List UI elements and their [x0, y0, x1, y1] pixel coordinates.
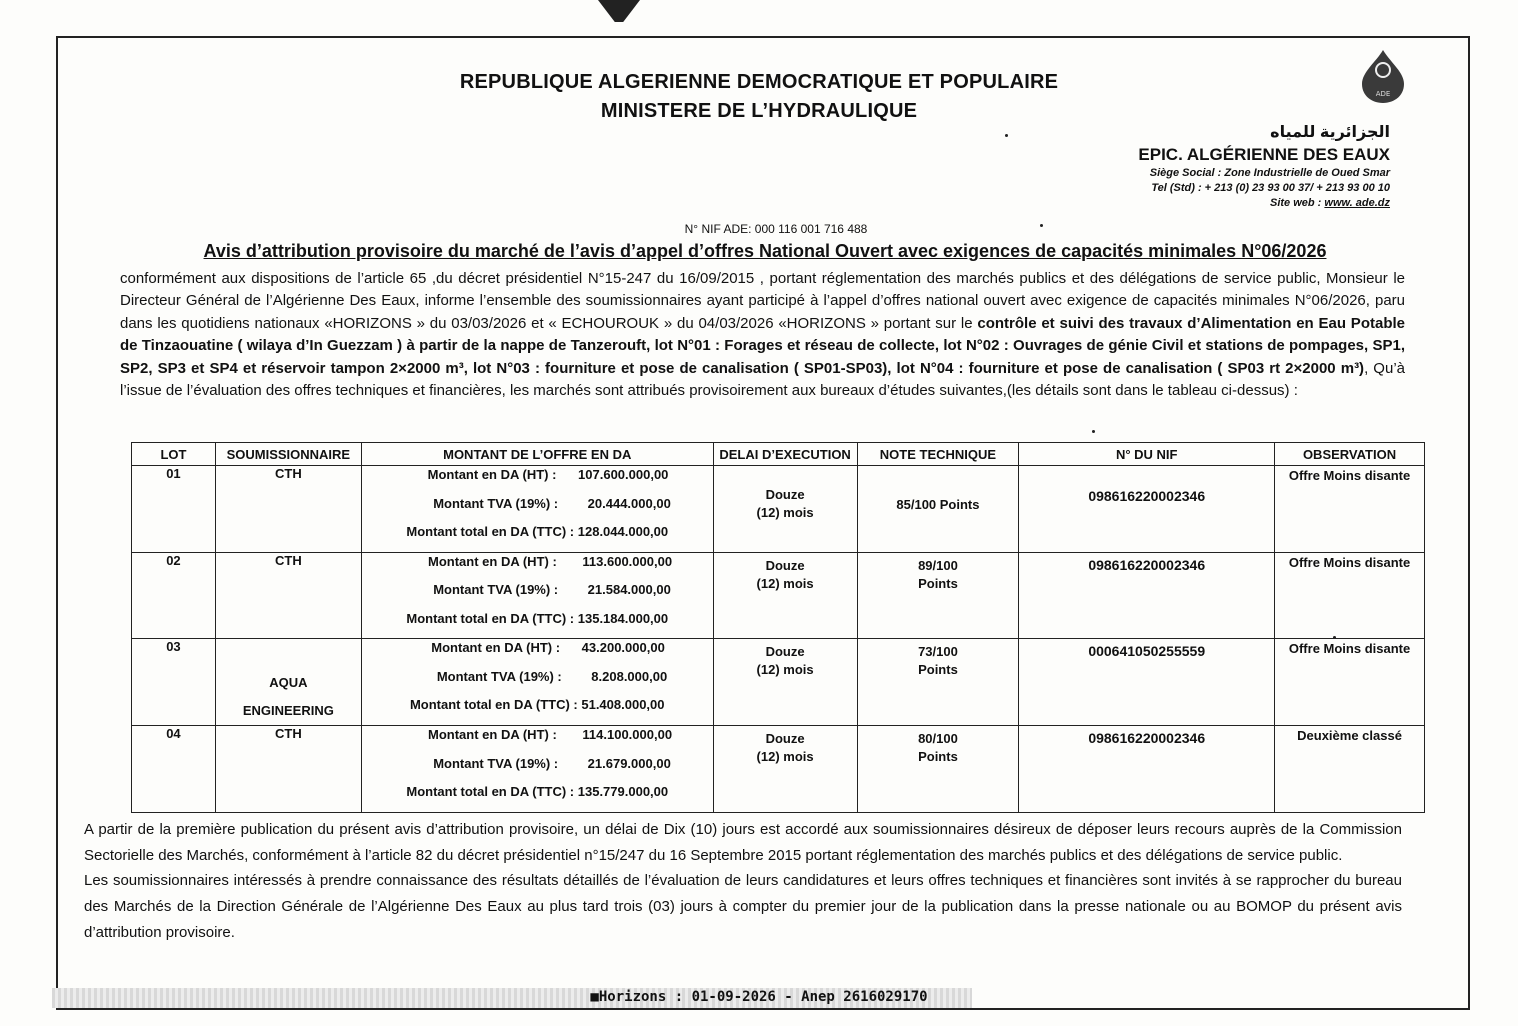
consultation-paragraph: Les soumissionnaires intéressés à prendre connaissance des résultats détaillés de l’évaluation de leurs candidatures et leurs offres techniques et financières sont invités à se rapprocher du bureau des Marchés de la Direction Générale de l’Algérienne Des Eaux au plus tard trois (03) jours à compter du premier jour de la publication dans la presse nationale ou au BOMOP du présent avis d’attribution provisoire.: [84, 872, 1402, 941]
ade-info: [1138, 122, 1390, 211]
score-line2: Points: [918, 749, 958, 764]
attribution-table: [131, 442, 1425, 813]
table-row: [132, 466, 1425, 553]
amount-ht: 113.600.000,00: [582, 553, 673, 569]
delay-line1: Douze: [765, 487, 805, 502]
nif-number: 098616220002346: [1019, 466, 1275, 553]
amount-ht: 107.600.000,00: [578, 467, 669, 482]
delay: [713, 726, 857, 813]
amounts: [361, 552, 713, 639]
scan-speck: [1040, 224, 1043, 227]
col-montant: MONTANT DE L’OFFRE EN DA: [361, 443, 713, 466]
observation: Offre Moins disante: [1275, 466, 1425, 553]
col-note: NOTE TECHNIQUE: [857, 443, 1019, 466]
tech-score: [857, 466, 1019, 553]
label-ht: Montant en DA (HT) :: [427, 467, 557, 482]
bidder: [215, 639, 361, 726]
recourse-paragraph: A partir de la première publication du présent avis d’attribution provisoire, un délai de Dix (10) jours est accordé aux soumissionnaires désireux de déposer leurs recours auprès de la Commission Sectorielle des Marchés, conformément à l’article 82 du décret présidentiel n°15/247 du 16 Septembre 2015 portant réglementation des marchés publics et des délégations de service public.: [84, 821, 1402, 864]
ade-siege: Siège Social : Zone Industrielle de Oued Smar: [1149, 167, 1390, 179]
scan-speck: [1005, 134, 1008, 137]
svg-text:ADE: ADE: [1375, 90, 1391, 98]
score-line1: 80/100: [918, 731, 958, 746]
amounts: [361, 466, 713, 553]
ade-nif: N° NIF ADE: 000 116 001 716 488: [684, 222, 868, 236]
lot-number: 03: [132, 639, 216, 726]
delay-line2: (12) mois: [756, 662, 814, 677]
nif-number: 098616220002346: [1019, 552, 1275, 639]
table-row: [132, 639, 1425, 726]
amount-ttc: 135.184.000,00: [577, 610, 669, 626]
col-observation: OBSERVATION: [1275, 443, 1425, 466]
amount-tva: 8.208.000,00: [591, 668, 668, 684]
site-url: www. ade.dz: [1324, 197, 1390, 209]
amount-tva: 21.679.000,00: [587, 755, 671, 771]
publication-ref: ■Horizons : 01-09-2026 - Anep 2616029170: [590, 989, 928, 1005]
bidder-name: CTH: [274, 552, 302, 568]
bidder: [215, 466, 361, 553]
nif-number: 098616220002346: [1019, 726, 1275, 813]
score-line2: Points: [918, 662, 958, 677]
ministry-title: MINISTERE DE L’HYDRAULIQUE: [600, 100, 918, 122]
amount-ht: 114.100.000,00: [582, 727, 673, 742]
table-row: [132, 552, 1425, 639]
col-soumissionnaire: SOUMISSIONNAIRE: [215, 443, 361, 466]
amount-ttc: 135.779.000,00: [577, 784, 669, 799]
lot-number: 02: [132, 552, 216, 639]
ade-name: EPIC. ALGÉRIENNE DES EAUX: [1138, 145, 1390, 164]
tech-score: [857, 726, 1019, 813]
label-ttc: Montant total en DA (TTC) :: [406, 784, 575, 799]
tech-score: [857, 639, 1019, 726]
table-row: [132, 726, 1425, 813]
lot-number: 01: [132, 466, 216, 553]
col-nif: N° DU NIF: [1019, 443, 1275, 466]
bidder-name: CTH: [274, 466, 302, 481]
observation: Offre Moins disante: [1275, 552, 1425, 639]
label-ht: Montant en DA (HT) :: [428, 727, 557, 742]
label-ttc: Montant total en DA (TTC) :: [409, 697, 578, 712]
bidder: [215, 552, 361, 639]
col-delai: DELAI D’EXECUTION: [713, 443, 857, 466]
delay: [713, 466, 857, 553]
intro-subject: contrôle et suivi des travaux d’Alimentation en Eau Potable de Tinzaouatine ( wilaya d’In Guezzam ) à partir de la nappe de Tanzerouft, lot N°01 : Forages et réseau de collecte, lot N°02 : Ouvrages de génie Civil et stations de pompages, SP1, SP2, SP3 et SP4 et réservoir tampon 2×2000 m³, lot N°03 : fourniture et pose de canalisation ( SP01-SP03), lot N°04 : fourniture et pose de canalisation ( SP03 rt 2×2000 m³): [120, 314, 1405, 377]
delay-line2: (12) mois: [756, 575, 814, 591]
amount-tva: 21.584.000,00: [587, 582, 671, 597]
header: [0, 68, 1518, 126]
label-ht: Montant en DA (HT) :: [431, 640, 561, 655]
scan-artifact: [598, 0, 640, 22]
observation: Offre Moins disante: [1275, 639, 1425, 726]
label-tva: Montant TVA (19%) :: [433, 495, 559, 511]
ade-arabic-name: الجزائرية للمياه: [1270, 124, 1390, 141]
bidder: [215, 726, 361, 813]
label-tva: Montant TVA (19%) :: [436, 668, 562, 684]
table-header-row: [132, 443, 1425, 466]
bidder-name-line2: ENGINEERING: [242, 703, 334, 718]
republic-title: REPUBLIQUE ALGERIENNE DEMOCRATIQUE ET POPULAIRE: [459, 71, 1059, 93]
score-line1: 89/100: [918, 557, 958, 573]
score-line2: Points: [918, 575, 958, 591]
amount-ttc: 128.044.000,00: [577, 524, 669, 539]
delay-line1: Douze: [765, 644, 805, 659]
delay-line1: Douze: [765, 731, 805, 746]
col-lot: LOT: [132, 443, 216, 466]
intro-part1: conformément aux dispositions de l’article 65 ,du décret présidentiel N°15-247 du 16/09/2015 , portant réglementation des marchés publics et des délégations de service public, Monsieur le Directeur Général de l’Algérienne Des Eaux, informe l’ensemble des soumissionnaires ayant participé à l’appel d’offres national ouvert avec exigence de capacités minimales N°06/2026, paru dans les quotidiens nationaux «HORIZONS » du 03/03/2026 et « ECHOUROUK » du 04/03/2026 «HORIZONS » portant sur le: [120, 270, 1405, 332]
amount-ttc: 51.408.000,00: [581, 697, 665, 712]
intro-part3: , Qu’à l’issue de l’évaluation des offres techniques et financières, les marchés sont attribués provisoirement aux bureaux d’études suivantes,(les détails sont dans le tableau ci-dessus) :: [120, 359, 1405, 400]
label-tva: Montant TVA (19%) :: [433, 755, 559, 771]
ade-tel: Tel (Std) : + 213 (0) 23 93 00 37/ + 213 93 00 10: [1151, 182, 1390, 194]
amounts: [361, 726, 713, 813]
amounts: [361, 639, 713, 726]
label-ttc: Montant total en DA (TTC) :: [406, 610, 575, 626]
bidder-name: CTH: [274, 726, 302, 741]
ade-website: [1138, 196, 1390, 211]
delay: [713, 639, 857, 726]
intro-paragraph: [120, 268, 1405, 402]
scan-speck: [1092, 430, 1095, 433]
delay-line2: (12) mois: [756, 749, 814, 764]
label-ttc: Montant total en DA (TTC) :: [406, 524, 575, 539]
label-tva: Montant TVA (19%) :: [433, 582, 559, 597]
delay: [713, 552, 857, 639]
bidder-name: AQUA: [269, 675, 308, 690]
observation: Deuxième classé: [1275, 726, 1425, 813]
scan-speck: [1333, 636, 1336, 639]
footer-text: [84, 817, 1402, 946]
amount-tva: 20.444.000,00: [587, 495, 671, 511]
lot-number: 04: [132, 726, 216, 813]
tech-score: [857, 552, 1019, 639]
amount-ht: 43.200.000,00: [581, 640, 665, 655]
nif-number: 000641050255559: [1019, 639, 1275, 726]
score-line1: 85/100 Points: [896, 497, 980, 512]
delay-line2: (12) mois: [756, 505, 814, 520]
delay-line1: Douze: [765, 557, 805, 573]
site-label: Site web :: [1269, 197, 1325, 209]
notice-title: Avis d’attribution provisoire du marché de l’avis d’appel d’offres National Ouvert avec exigences de capacités minimales N°06/2026: [203, 241, 1327, 261]
ade-logo-icon: [1360, 48, 1406, 104]
score-line1: 73/100: [918, 644, 958, 659]
label-ht: Montant en DA (HT) :: [428, 553, 557, 569]
